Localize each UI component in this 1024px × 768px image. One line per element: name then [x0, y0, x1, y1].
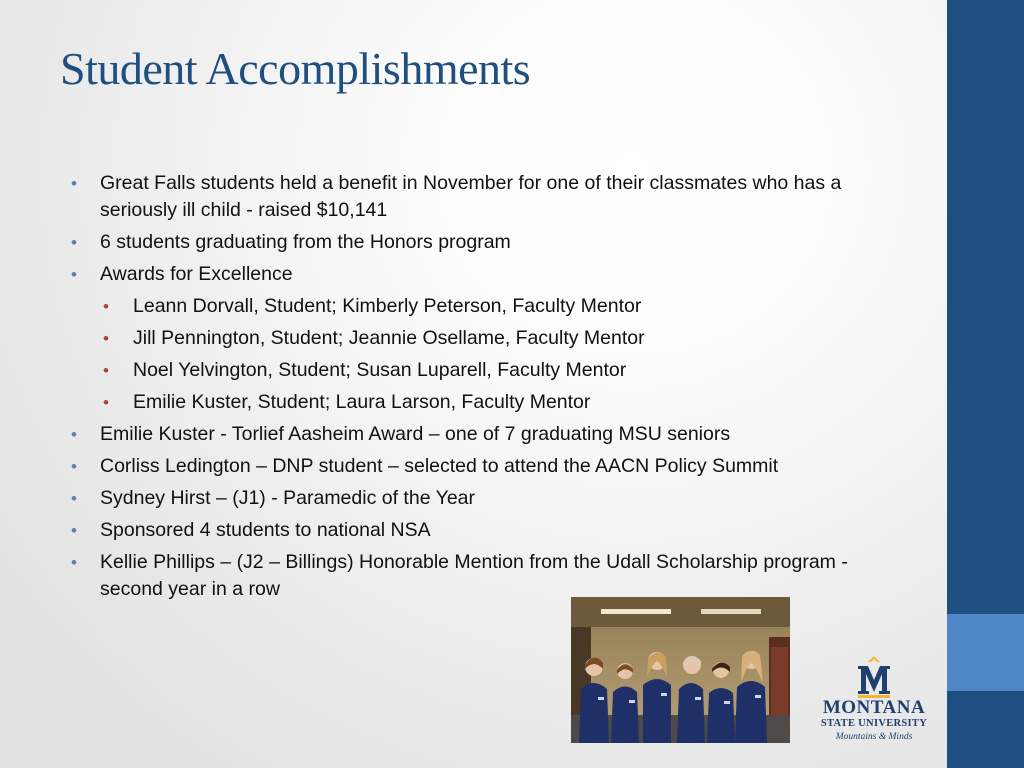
bullet-item: • 6 students graduating from the Honors program [70, 229, 860, 256]
sub-bullet-item: • Leann Dorvall, Student; Kimberly Peterson, Faculty Mentor [100, 293, 860, 320]
logo-name-line2: STATE UNIVERSITY [820, 718, 928, 729]
bullet-item: • Sponsored 4 students to national NSA [70, 517, 860, 544]
logo-name-line1: MONTANA [822, 697, 926, 718]
bullet-item-awards [70, 261, 860, 416]
right-sidebar-bar [947, 0, 1024, 768]
slide-title: Student Accomplishments [60, 43, 531, 94]
bullet-item: • Corliss Ledington – DNP student – selected to attend the AACN Policy Summit [70, 453, 860, 480]
sub-bullet-list [70, 293, 860, 416]
sub-bullet-item: • Noel Yelvington, Student; Susan Luparell, Faculty Mentor [100, 357, 860, 384]
sub-bullet-item: • Jill Pennington, Student; Jeannie Osellame, Faculty Mentor [100, 325, 860, 352]
bullet-item: • Emilie Kuster - Torlief Aasheim Award – one of 7 graduating MSU seniors [70, 421, 860, 448]
msu-logo [812, 656, 936, 760]
bullet-item: • Great Falls students held a benefit in November for one of their classmates who has a seriously ill child - raised $10,141 [70, 170, 860, 224]
bullet-item: • Kellie Phillips – (J2 – Billings) Honorable Mention from the Udall Scholarship program -second year in a row [70, 549, 860, 603]
sidebar-accent-block [947, 614, 1024, 691]
bullet-list [70, 170, 860, 608]
group-photo [571, 597, 790, 743]
sub-bullet-item: • Emilie Kuster, Student; Laura Larson, Faculty Mentor [100, 389, 860, 416]
msu-m-icon [854, 656, 894, 698]
bullet-item-label: Awards for Excellence [100, 263, 293, 285]
bullet-item: • Sydney Hirst – (J1) - Paramedic of the Year [70, 485, 860, 512]
logo-tagline: Mountains & Minds [835, 732, 913, 742]
